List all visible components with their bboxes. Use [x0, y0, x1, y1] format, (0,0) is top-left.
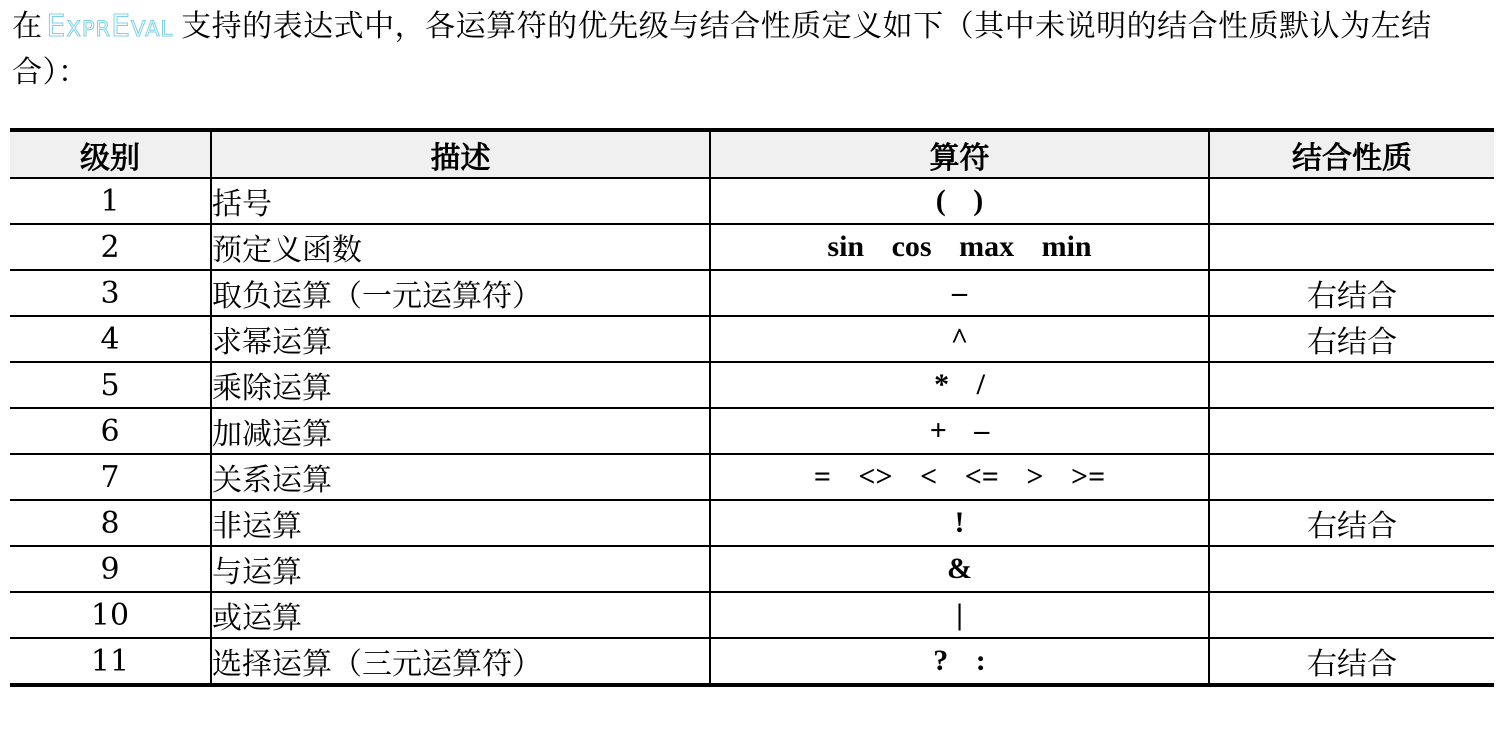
- row-associativity: 右结合: [1209, 638, 1494, 685]
- row-level: 8: [10, 500, 211, 546]
- header-associativity: 结合性质: [1209, 130, 1494, 178]
- table-row: [10, 178, 1494, 224]
- row-associativity: [1209, 454, 1494, 500]
- row-description: 非运算: [211, 500, 710, 546]
- row-operators: ^: [710, 316, 1209, 362]
- table-row: [10, 224, 1494, 270]
- table-row: [10, 454, 1494, 500]
- row-level: 5: [10, 362, 211, 408]
- table-row: [10, 546, 1494, 592]
- row-level: 2: [10, 224, 211, 270]
- table-row: [10, 316, 1494, 362]
- row-level: 9: [10, 546, 211, 592]
- row-description: 求幂运算: [211, 316, 710, 362]
- row-associativity: [1209, 362, 1494, 408]
- row-level: 7: [10, 454, 211, 500]
- operator-precedence-table: [10, 128, 1494, 687]
- exprEval-brand: ExprEval: [46, 9, 174, 44]
- row-level: 1: [10, 178, 211, 224]
- table-row: [10, 638, 1494, 685]
- table-row: [10, 362, 1494, 408]
- header-level: 级别: [10, 130, 211, 178]
- row-operators: ? :: [710, 638, 1209, 685]
- row-associativity: [1209, 224, 1494, 270]
- row-associativity: [1209, 546, 1494, 592]
- row-associativity: [1209, 408, 1494, 454]
- row-description: 取负运算（一元运算符）: [211, 270, 710, 316]
- row-description: 乘除运算: [211, 362, 710, 408]
- row-description: 括号: [211, 178, 710, 224]
- row-associativity: 右结合: [1209, 270, 1494, 316]
- row-description: 或运算: [211, 592, 710, 638]
- row-level: 10: [10, 592, 211, 638]
- row-operators: sin cos max min: [710, 224, 1209, 270]
- row-operators: |: [710, 592, 1209, 638]
- header-operators: 算符: [710, 130, 1209, 178]
- header-description: 描述: [211, 130, 710, 178]
- row-description: 选择运算（三元运算符）: [211, 638, 710, 685]
- row-operators: &: [710, 546, 1209, 592]
- row-operators: –: [710, 270, 1209, 316]
- table-body: [10, 178, 1494, 685]
- row-operators: !: [710, 500, 1209, 546]
- table-row: [10, 592, 1494, 638]
- intro-paragraph: [12, 4, 1490, 96]
- row-associativity: [1209, 592, 1494, 638]
- table-row: [10, 270, 1494, 316]
- table-row: [10, 500, 1494, 546]
- table-header: [10, 130, 1494, 178]
- row-description: 预定义函数: [211, 224, 710, 270]
- row-description: 与运算: [211, 546, 710, 592]
- table-row: [10, 408, 1494, 454]
- row-associativity: [1209, 178, 1494, 224]
- row-description: 关系运算: [211, 454, 710, 500]
- row-operators: * /: [710, 362, 1209, 408]
- row-associativity: 右结合: [1209, 316, 1494, 362]
- row-level: 11: [10, 638, 211, 685]
- header-row: [10, 130, 1494, 178]
- intro-text: 支持的表达式中，各运算符的优先级与结合性质定义如下（其中未说明的结合性质默认为左结合）：: [12, 9, 1432, 90]
- row-operators: ( ): [710, 178, 1209, 224]
- row-level: 6: [10, 408, 211, 454]
- row-operators: + –: [710, 408, 1209, 454]
- row-operators: = <> < <= > >=: [710, 454, 1209, 500]
- row-associativity: 右结合: [1209, 500, 1494, 546]
- row-level: 3: [10, 270, 211, 316]
- intro-prefix: 在: [12, 9, 43, 44]
- row-level: 4: [10, 316, 211, 362]
- row-description: 加减运算: [211, 408, 710, 454]
